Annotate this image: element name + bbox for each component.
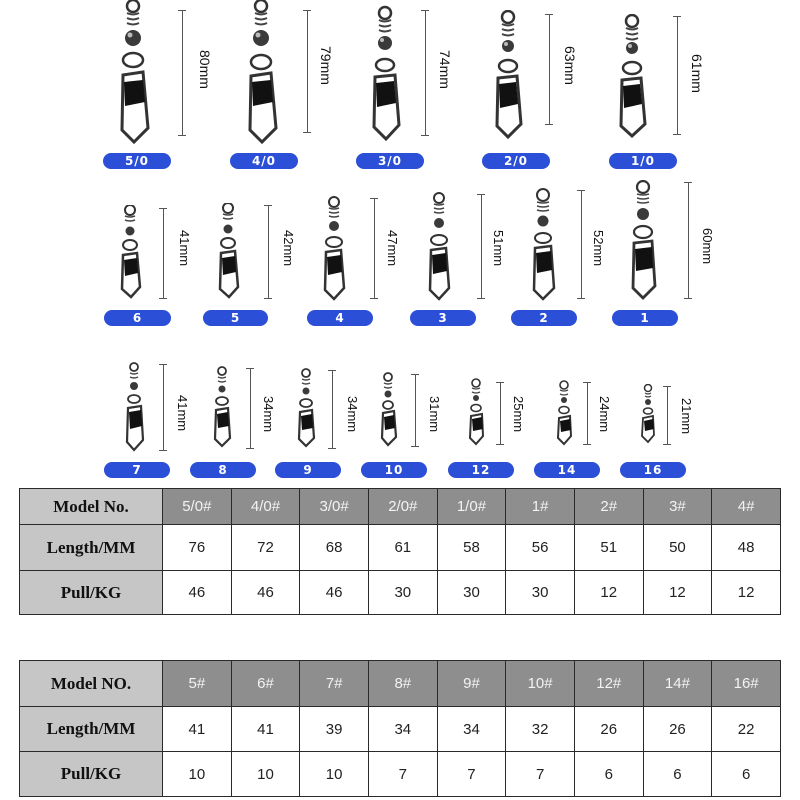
table-cell: 32 — [506, 707, 575, 752]
table-cell: 10 — [231, 752, 300, 797]
row-label: Model No. — [20, 489, 163, 525]
table-cell: 10 — [163, 752, 232, 797]
table-cell: 30 — [506, 571, 575, 615]
size-badge: 2/0 — [482, 153, 550, 169]
snap-swivel-icon — [116, 205, 146, 300]
size-badge: 10 — [361, 462, 427, 478]
table-cell: 3/0# — [300, 489, 369, 525]
row-label: Length/MM — [20, 525, 163, 571]
table-cell: 50 — [643, 525, 712, 571]
dimension-label: 51mm — [491, 230, 506, 267]
snap-swivel-icon — [610, 14, 660, 139]
model-row — [20, 489, 781, 525]
table-cell: 61 — [368, 525, 437, 571]
snap-swivel-icon — [214, 203, 244, 300]
table-cell: 12 — [574, 571, 643, 615]
size-badge: 8 — [190, 462, 256, 478]
spec-table-2 — [19, 660, 781, 797]
dimension-label: 34mm — [345, 396, 360, 433]
table-cell: 22 — [712, 707, 781, 752]
dimension-label: 31mm — [427, 396, 442, 433]
size-badge: 12 — [448, 462, 514, 478]
row-label: Model NO. — [20, 661, 163, 707]
table-cell: 2# — [574, 489, 643, 525]
dimension-label: 24mm — [597, 396, 612, 433]
snap-swivel-icon — [120, 362, 150, 454]
spec-table-1 — [19, 488, 781, 615]
snap-swivel-icon — [423, 192, 457, 302]
table-cell: 10 — [300, 752, 369, 797]
size-badge: 14 — [534, 462, 600, 478]
dimension-label: 21mm — [679, 398, 694, 435]
table-cell: 7# — [300, 661, 369, 707]
table-cell: 26 — [643, 707, 712, 752]
table-cell: 7 — [506, 752, 575, 797]
table-cell: 5# — [163, 661, 232, 707]
size-badge: 2 — [511, 310, 577, 326]
size-badge: 9 — [275, 462, 341, 478]
table-cell: 56 — [506, 525, 575, 571]
size-badge: 4/0 — [230, 153, 298, 169]
dimension-label: 34mm — [261, 396, 276, 433]
pull-row — [20, 571, 781, 615]
pull-row — [20, 752, 781, 797]
table-cell: 1/0# — [437, 489, 506, 525]
dimension-label: 47mm — [385, 230, 400, 267]
dimension-label: 74mm — [437, 50, 453, 89]
table-cell: 30 — [368, 571, 437, 615]
snap-swivel-icon — [376, 372, 402, 448]
table-cell: 6# — [231, 661, 300, 707]
size-badge: 1/0 — [609, 153, 677, 169]
table-cell: 1# — [506, 489, 575, 525]
table-cell: 26 — [574, 707, 643, 752]
size-badge: 4 — [307, 310, 373, 326]
table-cell: 58 — [437, 525, 506, 571]
size-badge: 16 — [620, 462, 686, 478]
snap-swivel-icon — [465, 378, 489, 448]
table-cell: 68 — [300, 525, 369, 571]
snap-swivel-icon — [318, 196, 352, 302]
table-cell: 34 — [368, 707, 437, 752]
snap-swivel-icon — [110, 0, 160, 145]
table-cell: 4/0# — [231, 489, 300, 525]
row-label: Length/MM — [20, 707, 163, 752]
table-cell: 39 — [300, 707, 369, 752]
dimension-label: 41mm — [177, 230, 192, 267]
table-cell: 41 — [163, 707, 232, 752]
table-cell: 12 — [643, 571, 712, 615]
table-cell: 46 — [231, 571, 300, 615]
dimension-label: 63mm — [562, 46, 578, 85]
table-cell: 12 — [712, 571, 781, 615]
table-cell: 7 — [437, 752, 506, 797]
table-cell: 7 — [368, 752, 437, 797]
table-cell: 46 — [163, 571, 232, 615]
length-row — [20, 707, 781, 752]
size-badge: 5 — [203, 310, 268, 326]
table-cell: 34 — [437, 707, 506, 752]
length-row — [20, 525, 781, 571]
snap-swivel-icon — [553, 380, 577, 448]
table-cell: 46 — [300, 571, 369, 615]
table-cell: 16# — [712, 661, 781, 707]
row-label: Pull/KG — [20, 571, 163, 615]
dimension-label: 25mm — [511, 396, 526, 433]
size-badge: 1 — [612, 310, 678, 326]
table-cell: 6 — [574, 752, 643, 797]
table-cell: 51 — [574, 525, 643, 571]
dimension-label: 52mm — [591, 230, 606, 267]
snap-swivel-icon — [293, 368, 321, 450]
snap-swivel-icon — [209, 366, 237, 450]
dimension-label: 61mm — [689, 54, 705, 93]
size-badge: 5/0 — [103, 153, 171, 169]
dimension-label: 42mm — [281, 230, 296, 267]
table-cell: 4# — [712, 489, 781, 525]
size-badge: 3/0 — [356, 153, 424, 169]
snap-swivel-icon — [638, 384, 660, 446]
table-cell: 41 — [231, 707, 300, 752]
size-badge: 7 — [104, 462, 170, 478]
model-row — [20, 661, 781, 707]
table-cell: 8# — [368, 661, 437, 707]
size-badge: 3 — [410, 310, 476, 326]
table-cell: 76 — [163, 525, 232, 571]
size-badge: 6 — [104, 310, 171, 326]
snap-swivel-icon — [362, 5, 412, 145]
table-cell: 12# — [574, 661, 643, 707]
snap-swivel-icon — [485, 10, 535, 140]
snap-swivel-icon — [526, 188, 562, 302]
dimension-label: 60mm — [700, 228, 715, 265]
dimension-label: 41mm — [175, 395, 190, 432]
table-cell: 6 — [643, 752, 712, 797]
dimension-label: 80mm — [197, 50, 213, 89]
table-cell: 72 — [231, 525, 300, 571]
table-cell: 2/0# — [368, 489, 437, 525]
table-cell: 48 — [712, 525, 781, 571]
table-cell: 9# — [437, 661, 506, 707]
dimension-label: 79mm — [318, 46, 334, 85]
table-cell: 30 — [437, 571, 506, 615]
table-cell: 6 — [712, 752, 781, 797]
table-cell: 3# — [643, 489, 712, 525]
table-cell: 10# — [506, 661, 575, 707]
snap-swivel-icon — [624, 180, 664, 302]
snap-swivel-icon — [238, 0, 288, 145]
table-cell: 5/0# — [163, 489, 232, 525]
row-label: Pull/KG — [20, 752, 163, 797]
table-cell: 14# — [643, 661, 712, 707]
